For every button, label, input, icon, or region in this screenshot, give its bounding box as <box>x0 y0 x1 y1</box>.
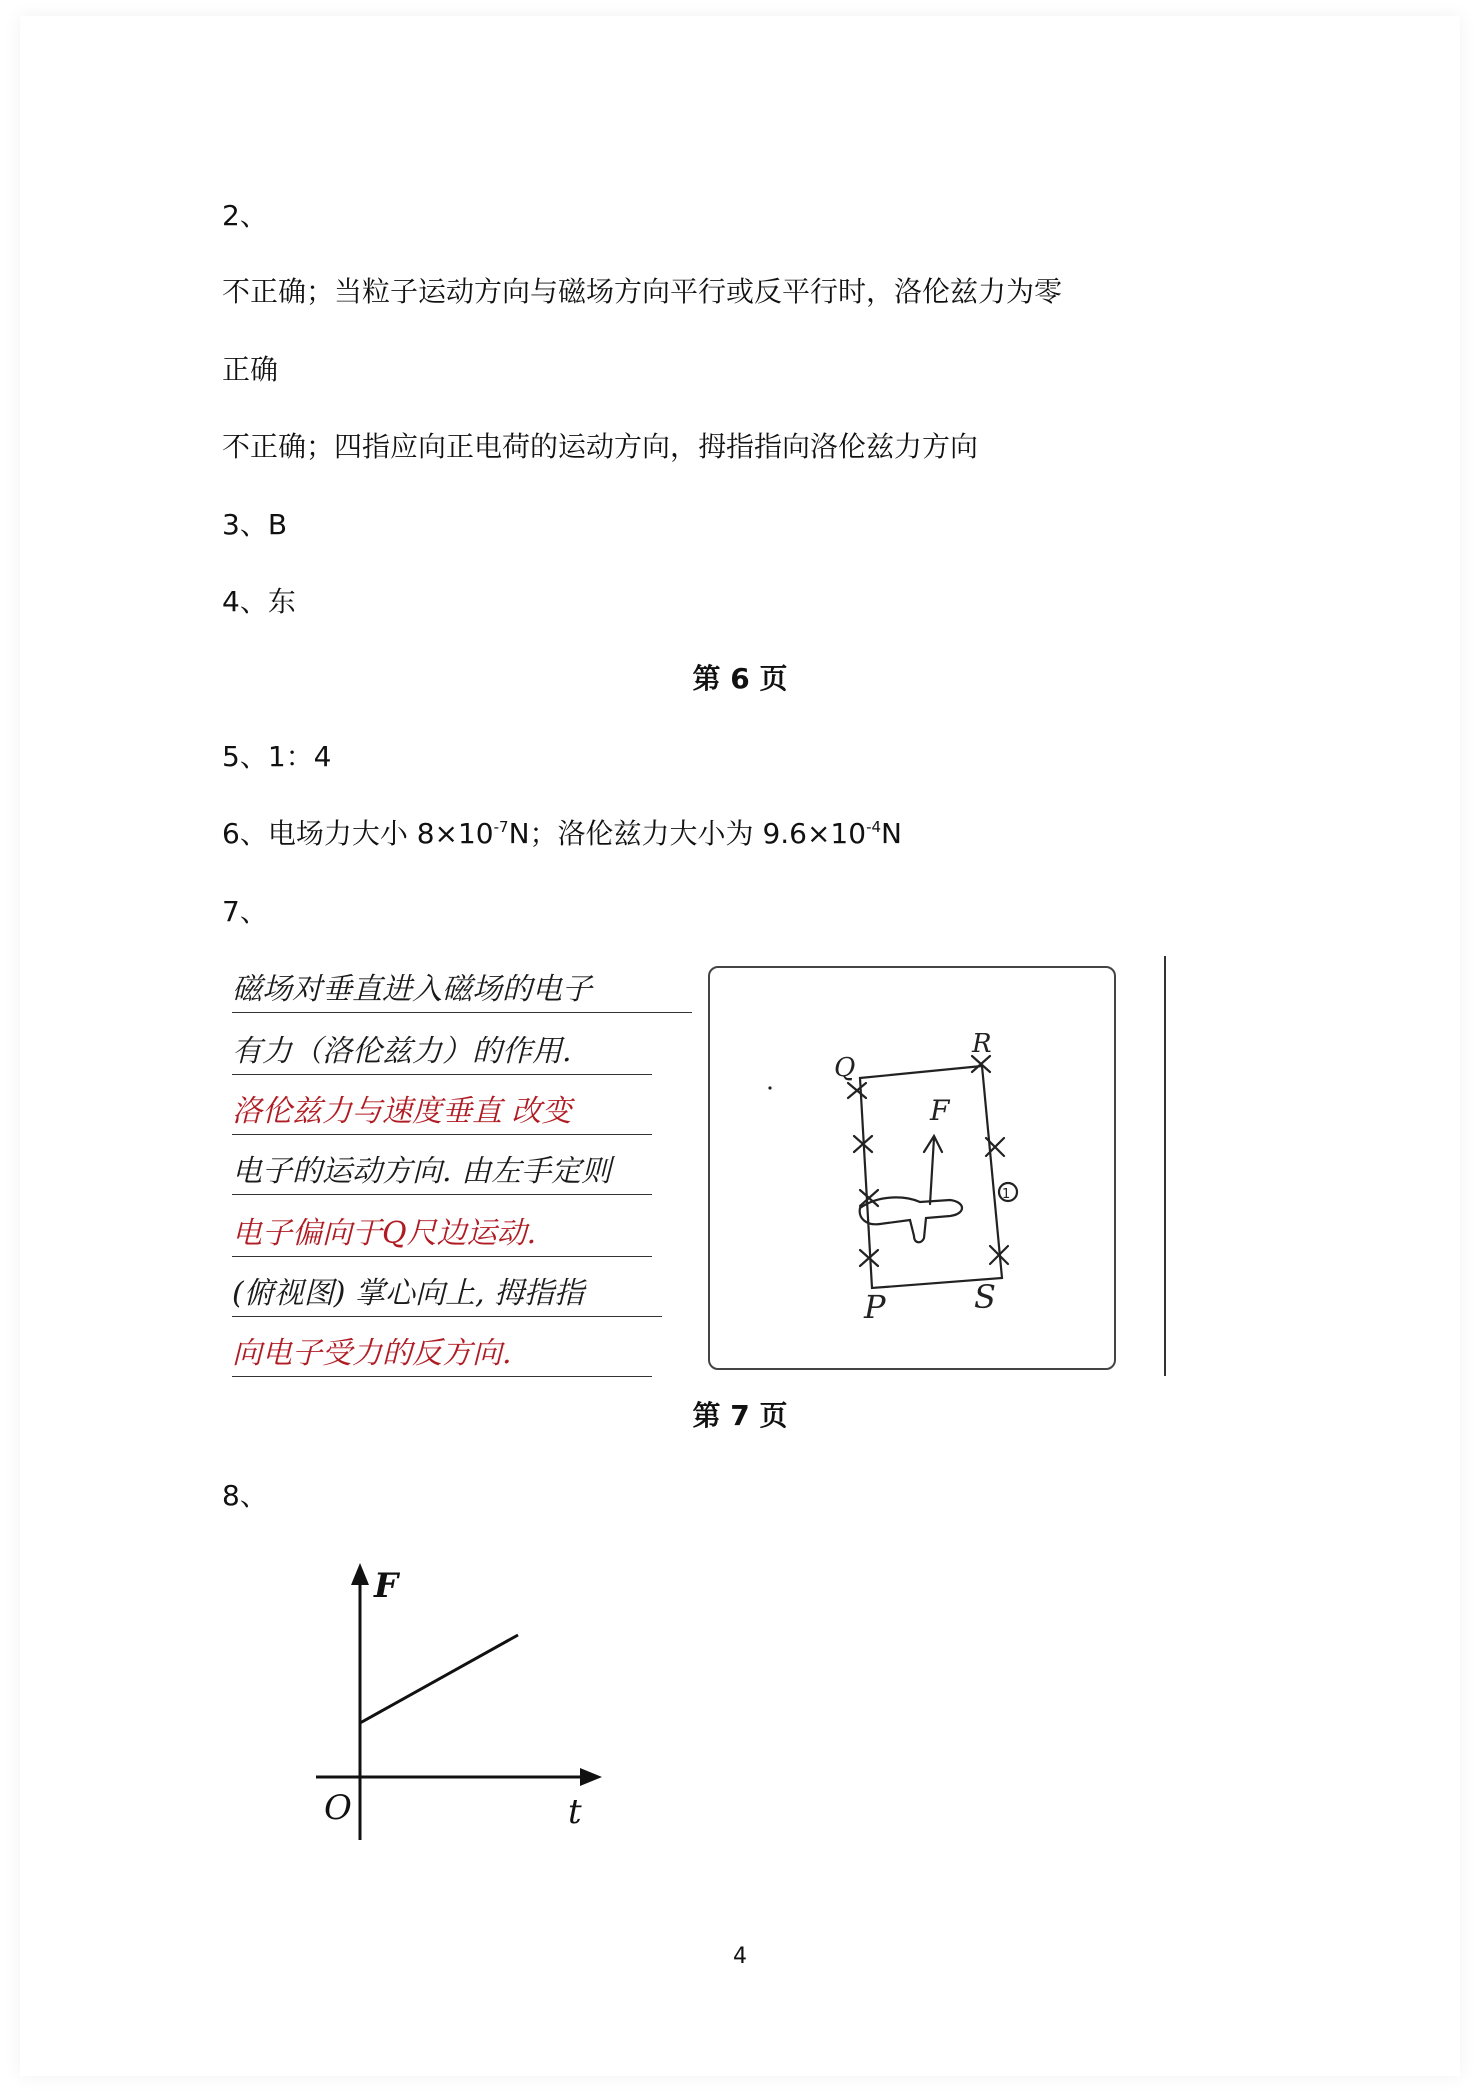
q5-answer: 5、1：4 <box>222 740 332 773</box>
q6-exponent-2: -4 <box>866 818 882 836</box>
q4-answer: 4、东 <box>222 585 296 618</box>
q6-prefix: 6、电场力大小 8×10 <box>222 817 494 850</box>
handwriting-line-2: 有力（洛伦兹力）的作用. <box>232 1030 652 1075</box>
sketch-label-1: 1 <box>1002 1187 1011 1202</box>
sketch-label-f: F <box>930 1094 950 1127</box>
q2-label: 2、 <box>222 199 268 232</box>
page-number: 4 <box>733 1944 747 1969</box>
sketch-label-s: S <box>974 1278 996 1316</box>
handwriting-line-4: 电子的运动方向. 由左手定则 <box>232 1150 652 1195</box>
y-axis-label: F <box>374 1566 399 1606</box>
handwriting-line-7: 向电子受力的反方向. <box>232 1332 652 1377</box>
margin-rule <box>1164 956 1166 1376</box>
x-axis-label: t <box>568 1792 582 1832</box>
page-6-heading: 第 6 页 <box>692 662 788 695</box>
y-axis-arrow <box>351 1563 369 1585</box>
q7-label: 7、 <box>222 895 268 928</box>
force-line <box>360 1635 518 1723</box>
q6-exponent-1: -7 <box>493 818 509 836</box>
q6-suffix: N <box>881 817 902 850</box>
q2-answer-c: 不正确；四指应向正电荷的运动方向，拇指指向洛伦兹力方向 <box>222 430 979 463</box>
handwriting-line-6: (俯视图) 掌心向上, 拇指指 <box>232 1272 662 1317</box>
q6-answer <box>222 814 902 854</box>
q2-answer-b: 正确 <box>222 353 279 386</box>
sketch-dot <box>768 1086 771 1089</box>
handwriting-line-1: 磁场对垂直进入磁场的电子 <box>232 968 692 1013</box>
q8-label: 8、 <box>222 1479 268 1512</box>
origin-label: O <box>324 1788 352 1828</box>
force-time-graph <box>300 1555 620 1859</box>
force-time-graph-svg <box>300 1555 620 1855</box>
sketch-label-p: P <box>864 1288 886 1326</box>
handwriting-line-3: 洛伦兹力与速度垂直 改变 <box>232 1090 652 1135</box>
x-axis-arrow <box>580 1768 602 1786</box>
sketch-cross <box>848 1083 866 1098</box>
sketch-label-q: Q <box>834 1053 856 1083</box>
page-7-heading: 第 7 页 <box>692 1399 788 1432</box>
q6-middle: N；洛伦兹力大小为 9.6×10 <box>508 817 867 850</box>
handwriting-line-5: 电子偏向于Q尺边运动. <box>232 1212 652 1257</box>
hand-sketch <box>710 968 1114 1368</box>
sketch-force-arrow <box>924 1136 942 1204</box>
q2-answer-a: 不正确；当粒子运动方向与磁场方向平行或反平行时，洛伦兹力为零 <box>222 275 1063 308</box>
sketch-label-r: R <box>972 1029 992 1059</box>
q3-answer: 3、B <box>222 508 288 541</box>
hand-sketch-box <box>708 966 1116 1370</box>
